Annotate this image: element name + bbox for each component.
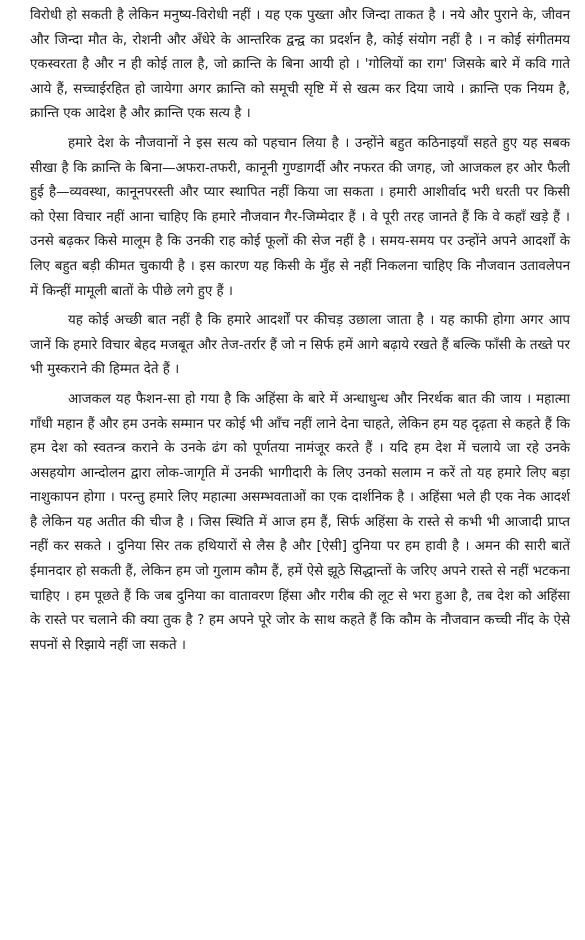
paragraph-1: विरोधी हो सकती है लेकिन मनुष्य-विरोधी नहीं । यह एक पुख्ता और जिन्दा ताकत है । नये और पुराने के, जीवन और जिन्दा मौत के, रोशनी और अँधेरे के आन्तरिक द्वन्द्व का प्रदर्शन है, कोई संयोग नहीं है । न कोई संगीतमय एकस्वरता है और न ही कोई ताल है, जो क्रान्ति के बिना आयी हो । 'गोलियों का राग' जिसके बारे में कवि गाते आये हैं, सच्चाईरहित हो जायेगा अगर क्रान्ति को समूची सृष्टि में से खत्म कर दिया जाये । क्रान्ति एक नियम है, क्रान्ति एक आदेश है और क्रान्ति एक सत्य है । [30, 8, 570, 122]
paragraph-3: यह कोई अच्छी बात नहीं है कि हमारे आदर्शों पर कीचड़ उछाला जाता है । यह काफी होगा अगर आप जानें कि हमारे विचार बेहद मजबूत और तेज-तर्रार हैं जो न सिर्फ हमें आगे बढ़ाये रखते हैं बल्कि फाँसी के तख्ते पर भी मुस्कराने की हिम्मत देते हैं । [30, 313, 570, 378]
document-body [30, 4, 570, 663]
paragraph-2: हमारे देश के नौजवानों ने इस सत्य को पहचान लिया है । उन्होंने बहुत कठिनाइयाँ सहते हुए यह सबक सीखा है कि क्रान्ति के बिना—अफरा-तफरी, कानूनी गुण्डागर्दी और नफरत की जगह, जो आजकल हर ओर फैली हुई है—व्यवस्था, कानूनपरस्ती और प्यार स्थापित नहीं किया जा सकता । हमारी आशीर्वाद भरी धरती पर किसी को ऐसा विचार नहीं आना चाहिए कि हमारे नौजवान गैर-जिम्मेदार हैं । वे पूरी तरह जानते हैं कि वे कहाँ खड़े हैं । उनसे बढ़कर किसे मालूम है कि उनकी राह कोई फूलों की सेज नहीं है । समय-समय पर उन्होंने अपने आदर्शों के लिए बहुत बड़ी कीमत चुकायी है । इस कारण यह किसी के मुँह से नहीं निकलना चाहिए कि नौजवान उतावलेपन में किन्हीं मामूली बातों के पीछे लगे हुए हैं । [30, 135, 570, 299]
paragraph-4: आजकल यह फैशन-सा हो गया है कि अहिंसा के बारे में अन्धाधुन्ध और निरर्थक बात की जाय । महात्मा गाँधी महान हैं और हम उनके सम्मान पर कोई भी आँच नहीं लाने देना चाहते, लेकिन हम यह दृढ़ता से कहते हैं कि हम देश को स्वतन्त्र कराने के उनके ढंग को पूर्णतया नामंजूर करते हैं । यदि हम देश में चलाये जा रहे उनके असहयोग आन्दोलन द्वारा लोक-जागृति में उनकी भागीदारी के लिए उनको सलाम न करें तो यह हमारे लिए बड़ा नाशुकापन होगा । परन्तु हमारे लिए महात्मा असम्भवताओं का एक दार्शनिक है । अहिंसा भले ही एक नेक आदर्श है लेकिन यह अतीत की चीज है । जिस स्थिति में आज हम हैं, सिर्फ अहिंसा के रास्ते से कभी भी आजादी प्राप्त नहीं कर सकते । दुनिया सिर तक हथियारों से लैस है और [ऐसी] दुनिया पर हम हावी है । अमन की सारी बातें ईमानदार हो सकती हैं, लेकिन हम जो गुलाम कौम हैं, हमें ऐसे झूठे सिद्धान्तों के जरिए अपने रास्ते से नहीं भटकना चाहिए । हम पूछते हैं कि जब दुनिया का वातावरण हिंसा और गरीब की लूट से भरा हुआ है, तब देश को अहिंसा के रास्ते पर चलाने की क्या तुक है ? हम अपने पूरे जोर के साथ कहते हैं कि कौम के नौजवान कच्ची नींद के ऐसे सपनों से रिझाये नहीं जा सकते । [30, 391, 570, 653]
